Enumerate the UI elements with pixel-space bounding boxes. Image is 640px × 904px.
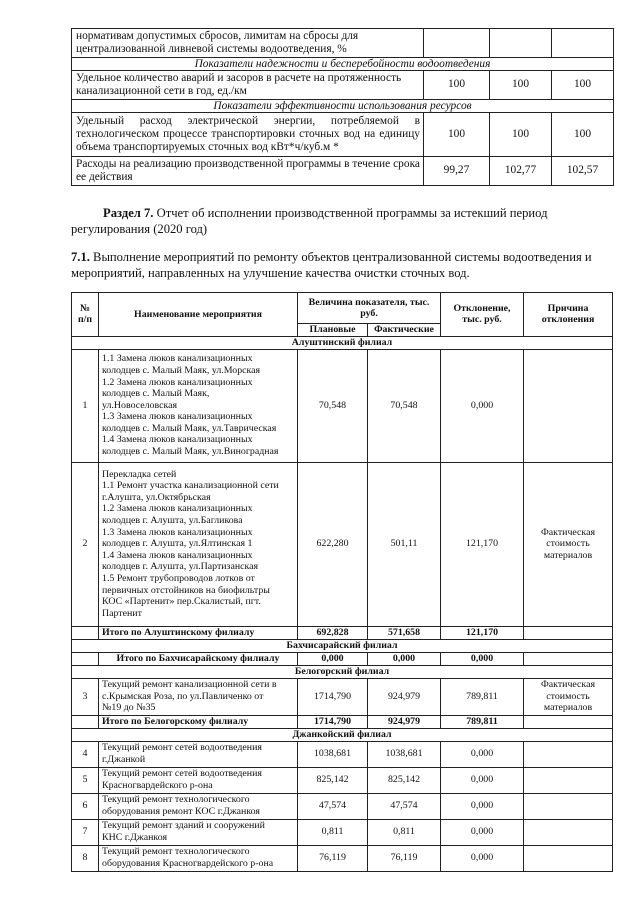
deviation-reason xyxy=(524,819,613,845)
activity-name xyxy=(99,741,298,767)
row-number: 1 xyxy=(72,349,99,462)
total-deviation: 0,000 xyxy=(441,652,524,665)
section-header: Показатели эффективности использования ресурсов xyxy=(72,100,614,113)
header-planned: Плановые xyxy=(298,324,368,337)
activity-line: 1.3 Замена люков канализационных xyxy=(102,526,253,538)
total-planned: 0,000 xyxy=(298,652,368,665)
activity-line: г.Алушта, ул.Октябрьская xyxy=(102,491,211,503)
table-row xyxy=(72,767,613,793)
actual-value: 501,11 xyxy=(368,462,441,626)
section-7-1-label: 7.1. xyxy=(71,250,90,264)
total-row xyxy=(72,652,613,665)
planned-value: 76,119 xyxy=(298,845,368,871)
activity-line: 1.1 Замена люков канализационных xyxy=(102,353,253,365)
planned-value: 0,811 xyxy=(298,819,368,845)
table-row xyxy=(72,349,613,462)
activity-name xyxy=(99,678,298,715)
deviation-reason xyxy=(524,845,613,871)
activity-line: №19 до №35 xyxy=(102,702,156,714)
section-7-1-heading xyxy=(71,249,616,281)
activity-line: 1.2 Замена люков канализационных xyxy=(102,376,253,388)
header-name: Наименование мероприятия xyxy=(99,293,298,337)
table-row xyxy=(72,113,614,157)
total-label: Итого по Бахчисарайскому филиалу xyxy=(99,652,298,665)
indicator-text: Удельное количество аварий и засоров в расчете на протяженность канализационной сети в год, ед./км xyxy=(72,71,424,100)
row-number: 3 xyxy=(72,678,99,715)
header-deviation: Отклонение, тыс. руб. xyxy=(441,293,524,337)
row-number: 5 xyxy=(72,767,99,793)
table-row xyxy=(72,741,613,767)
planned-value: 47,574 xyxy=(298,793,368,819)
planned-value: 1714,790 xyxy=(298,678,368,715)
indicator-value: 99,27 xyxy=(424,157,490,186)
table-row xyxy=(72,793,613,819)
activity-line: колодцев с. Малый Маяк, xyxy=(102,388,210,400)
indicator-value xyxy=(552,29,614,58)
activity-line: Текущий ремонт технологического xyxy=(102,794,250,806)
branch-row xyxy=(72,665,613,678)
total-actual: 571,658 xyxy=(368,626,441,639)
activity-line: колодцев г. Алушта, ул.Партизанская xyxy=(102,561,259,573)
indicator-value: 100 xyxy=(424,113,490,157)
deviation-value: 0,000 xyxy=(441,349,524,462)
branch-title: Бахчисарайский филиал xyxy=(72,639,613,652)
indicator-value xyxy=(490,29,552,58)
empty-cell xyxy=(72,715,99,728)
row-number: 2 xyxy=(72,462,99,626)
indicator-value: 100 xyxy=(490,113,552,157)
branch-row xyxy=(72,336,613,349)
table-row xyxy=(72,157,614,186)
activity-line: КОС «Партенит» пер.Скалистый, пгт. xyxy=(102,596,261,608)
indicator-value: 100 xyxy=(424,71,490,100)
total-planned: 692,828 xyxy=(298,626,368,639)
indicator-value: 102,77 xyxy=(490,157,552,186)
activity-line: колодцев с. Малый Маяк, ул.Виноградная xyxy=(102,446,279,458)
empty-cell xyxy=(72,626,99,639)
repair-activities-table xyxy=(71,292,613,872)
header-row xyxy=(72,293,613,324)
indicators-table xyxy=(71,28,614,186)
total-actual: 0,000 xyxy=(368,652,441,665)
total-row xyxy=(72,626,613,639)
indicator-value: 100 xyxy=(552,113,614,157)
activity-line: Текущий ремонт сетей водоотведения xyxy=(102,768,262,780)
table-row xyxy=(72,819,613,845)
total-label: Итого по Алуштинскому филиалу xyxy=(99,626,298,639)
activity-line: Текущий ремонт канализационной сети в xyxy=(102,679,277,691)
actual-value: 825,142 xyxy=(368,767,441,793)
deviation-value: 121,170 xyxy=(441,462,524,626)
deviation-reason xyxy=(524,793,613,819)
table-row xyxy=(72,29,614,58)
activity-name xyxy=(99,462,298,626)
header-value: Величина показателя, тыс. руб. xyxy=(298,293,441,324)
section-7-heading xyxy=(71,205,616,237)
row-number: 6 xyxy=(72,793,99,819)
total-deviation: 789,811 xyxy=(441,715,524,728)
planned-value: 825,142 xyxy=(298,767,368,793)
header-reason: Причина отклонения xyxy=(524,293,613,337)
row-number: 8 xyxy=(72,845,99,871)
deviation-value: 0,000 xyxy=(441,793,524,819)
deviation-value: 789,811 xyxy=(441,678,524,715)
total-label: Итого по Белогорскому филиалу xyxy=(99,715,298,728)
indicator-text: нормативам допустимых сбросов, лимитам на сбросы для централизованной ливневой системы водоотведения, % xyxy=(72,29,424,58)
indicator-value: 100 xyxy=(552,71,614,100)
header-actual: Фактические xyxy=(368,324,441,337)
actual-value: 924,979 xyxy=(368,678,441,715)
activity-line: колодцев г. Алушта, ул.Багликова xyxy=(102,515,243,527)
table-row xyxy=(72,462,613,626)
actual-value: 1038,681 xyxy=(368,741,441,767)
deviation-reason xyxy=(524,767,613,793)
empty-cell xyxy=(524,715,613,728)
activity-line: оборудования Красногвардейского р-она xyxy=(102,858,274,869)
deviation-reason xyxy=(524,741,613,767)
activity-line: 1.4 Замена люков канализационных xyxy=(102,549,253,561)
deviation-reason: Фактическая стоимость материалов xyxy=(524,462,613,626)
activity-line: колодцев с. Малый Маяк, ул.Таврическая xyxy=(102,422,277,434)
section-7-label: Раздел 7. xyxy=(103,206,154,220)
activity-line: Текущий ремонт сетей водоотведения xyxy=(102,742,262,754)
indicator-text: Удельный расход электрической энергии, потребляемой в технологическом процессе транспортировки сточных вод на единицу объема транспортируемых сточных вод кВт*ч/куб.м * xyxy=(72,113,424,157)
activity-line: 1.2 Замена люков канализационных xyxy=(102,503,253,515)
empty-cell xyxy=(72,652,99,665)
activity-name xyxy=(99,793,298,819)
row-number: 7 xyxy=(72,819,99,845)
deviation-value: 0,000 xyxy=(441,767,524,793)
deviation-value: 0,000 xyxy=(441,845,524,871)
table-row xyxy=(72,71,614,100)
activity-name xyxy=(99,845,298,871)
branch-title: Белогорский филиал xyxy=(72,665,613,678)
activity-line: колодцев г. Алушта, ул.Ялтинская 1 xyxy=(102,538,253,550)
empty-cell xyxy=(524,626,613,639)
activity-line: 1.5 Ремонт трубопроводов лотков от xyxy=(102,572,255,584)
actual-value: 0,811 xyxy=(368,819,441,845)
activity-line: Текущий ремонт зданий и сооружений xyxy=(102,820,265,832)
table-row xyxy=(72,678,613,715)
section-7-text: Отчет об исполнении производственной программы за истекший период регулирования (2020 год) xyxy=(71,206,548,236)
actual-value: 76,119 xyxy=(368,845,441,871)
planned-value: 622,280 xyxy=(298,462,368,626)
activity-line: 1.3 Замена люков канализационных xyxy=(102,411,253,423)
activity-name xyxy=(99,819,298,845)
branch-title: Джанкойский филиал xyxy=(72,728,613,741)
total-row xyxy=(72,715,613,728)
planned-value: 1038,681 xyxy=(298,741,368,767)
branch-row xyxy=(72,639,613,652)
activity-line: первичных отстойников на биофильтры xyxy=(102,584,270,596)
activity-name xyxy=(99,767,298,793)
deviation-value: 0,000 xyxy=(441,741,524,767)
row-number: 4 xyxy=(72,741,99,767)
total-deviation: 121,170 xyxy=(441,626,524,639)
activity-line: Текущий ремонт технологического xyxy=(102,846,250,858)
activity-line: 1.4 Замена люков канализационных xyxy=(102,434,253,446)
planned-value: 70,548 xyxy=(298,349,368,462)
deviation-reason xyxy=(524,349,613,462)
actual-value: 47,574 xyxy=(368,793,441,819)
section-7-1-text: Выполнение мероприятий по ремонту объектов централизованной системы водоотведения и мероприятий, направленных на улучшение качества очистки сточных вод. xyxy=(71,250,592,280)
deviation-reason: Фактическая стоимость материалов xyxy=(524,678,613,715)
activity-line: Красногвардейского р-она xyxy=(102,780,213,791)
empty-cell xyxy=(524,652,613,665)
branch-row xyxy=(72,728,613,741)
indicator-text: Расходы на реализацию производственной программы в течение срока ее действия xyxy=(72,157,424,186)
deviation-value: 0,000 xyxy=(441,819,524,845)
activity-line: г.Джанкой xyxy=(102,754,146,765)
activity-line: оборудования ремонт КОС г.Джанкоя xyxy=(102,806,260,817)
activity-line: ул.Новоселовская xyxy=(102,399,178,411)
activity-line: КНС г.Джанкоя xyxy=(102,832,167,843)
actual-value: 70,548 xyxy=(368,349,441,462)
activity-name xyxy=(99,349,298,462)
total-actual: 924,979 xyxy=(368,715,441,728)
activity-line: Партенит xyxy=(102,607,142,619)
activity-line: колодцев с. Малый Маяк, ул.Морская xyxy=(102,364,261,376)
header-number: № п/п xyxy=(72,293,99,337)
section-header: Показатели надежности и бесперебойности водоотведения xyxy=(72,58,614,71)
activity-line: Перекладка сетей xyxy=(102,468,177,480)
table-row xyxy=(72,845,613,871)
indicator-value xyxy=(424,29,490,58)
indicator-value: 100 xyxy=(490,71,552,100)
activity-line: с.Крымская Роза, по ул.Павличенко от xyxy=(102,690,264,702)
total-planned: 1714,790 xyxy=(298,715,368,728)
section-header-row xyxy=(72,100,614,113)
section-header-row xyxy=(72,58,614,71)
indicator-value: 102,57 xyxy=(552,157,614,186)
branch-title: Алуштинский филиал xyxy=(72,336,613,349)
activity-line: 1.1 Ремонт участка канализационной сети xyxy=(102,480,279,492)
